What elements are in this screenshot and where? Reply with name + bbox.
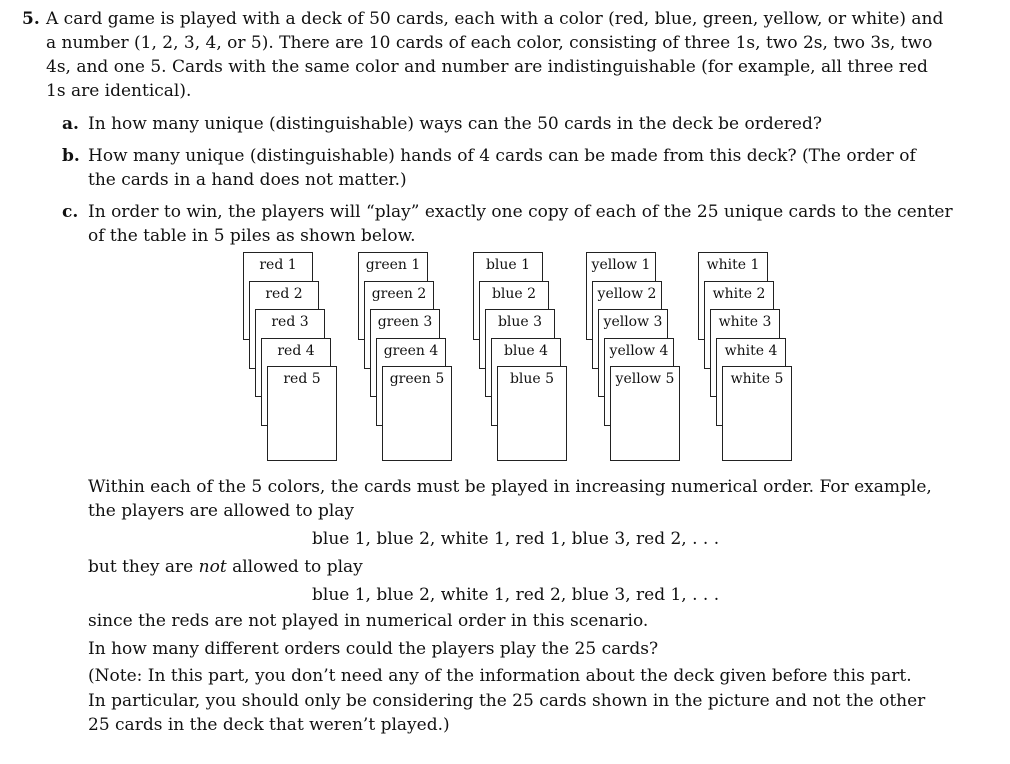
not-allowed-example: blue 1, blue 2, white 1, red 2, blue 3, red 1, . . . [312, 585, 720, 605]
allowed-example: blue 1, blue 2, white 1, red 1, blue 3, red 2, . . . [312, 529, 720, 549]
intro-line-4: 1s are identical). [46, 81, 192, 101]
card-pile-red [243, 252, 363, 467]
card: red 1 [243, 252, 313, 340]
part-a-text: In how many unique (distinguishable) ways can the 50 cards in the deck be ordered? [88, 114, 822, 134]
card: blue 1 [473, 252, 543, 340]
card: white 2 [704, 281, 774, 369]
card: white 3 [710, 309, 780, 397]
card: blue 3 [485, 309, 555, 397]
part-c-label: c. [62, 202, 79, 222]
card-pile-yellow [586, 252, 706, 467]
problem-number: 5. [22, 9, 40, 29]
card: green 4 [376, 338, 446, 426]
card: yellow 5 [610, 366, 680, 461]
rule-line-1: Within each of the 5 colors, the cards must be played in increasing numerical order. For example, [88, 477, 932, 497]
card: green 1 [358, 252, 428, 340]
card-pile-white [698, 252, 818, 467]
card: yellow 4 [604, 338, 674, 426]
intro-line-1: A card game is played with a deck of 50 cards, each with a color (red, blue, green, yellow, or white) and [46, 9, 944, 29]
note-line-2: In particular, you should only be considering the 25 cards shown in the picture and not the other [88, 691, 926, 711]
card: white 5 [722, 366, 792, 461]
rule-line-2: the players are allowed to play [88, 501, 355, 521]
card: white 1 [698, 252, 768, 340]
card-pile-blue [473, 252, 593, 467]
part-c-line-2: of the table in 5 piles as shown below. [88, 226, 416, 246]
card: yellow 3 [598, 309, 668, 397]
part-b-label: b. [62, 146, 80, 166]
note-line-1: (Note: In this part, you don’t need any of the information about the deck given before this part. [88, 666, 912, 686]
question-line: In how many different orders could the players play the 25 cards? [88, 639, 659, 659]
card: blue 2 [479, 281, 549, 369]
card: green 3 [370, 309, 440, 397]
part-b-line-1: How many unique (distinguishable) hands of 4 cards can be made from this deck? (The order of [88, 146, 916, 166]
card: white 4 [716, 338, 786, 426]
card: blue 4 [491, 338, 561, 426]
part-b-line-2: the cards in a hand does not matter.) [88, 170, 407, 190]
card: red 5 [267, 366, 337, 461]
card: red 2 [249, 281, 319, 369]
card-pile-green [358, 252, 478, 467]
part-a-label: a. [62, 114, 79, 134]
card: yellow 1 [586, 252, 656, 340]
card: red 3 [255, 309, 325, 397]
card: green 5 [382, 366, 452, 461]
note-line-3: 25 cards in the deck that weren’t played.) [88, 715, 450, 735]
card: green 2 [364, 281, 434, 369]
card: yellow 2 [592, 281, 662, 369]
intro-line-2: a number (1, 2, 3, 4, or 5). There are 10 cards of each color, consisting of three 1s, two 2s, two 3s, two [46, 33, 933, 53]
intro-line-3: 4s, and one 5. Cards with the same color and number are indistinguishable (for example, all three red [46, 57, 928, 77]
card: blue 5 [497, 366, 567, 461]
card: red 4 [261, 338, 331, 426]
part-c-line-1: In order to win, the players will “play” exactly one copy of each of the 25 unique cards to the center [88, 202, 953, 222]
since-line: since the reds are not played in numerical order in this scenario. [88, 611, 649, 631]
not-allowed-intro: but they are not allowed to play [88, 557, 363, 577]
